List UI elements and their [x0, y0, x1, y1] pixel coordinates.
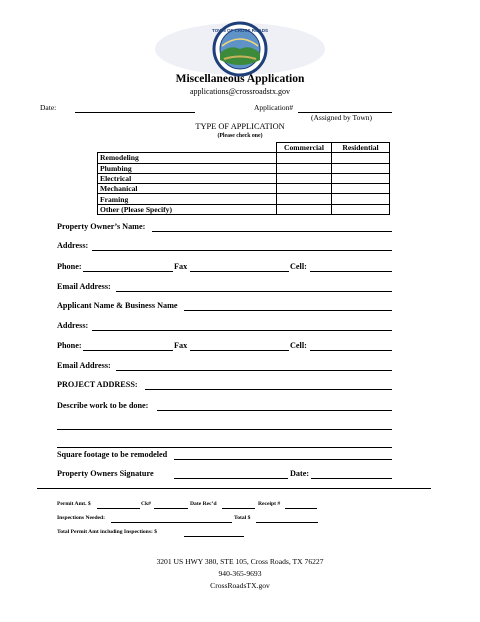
residential-checkbox[interactable] [332, 184, 390, 194]
form-title: Miscellaneous Application [175, 73, 305, 85]
type-row-label: Remodeling [98, 153, 277, 163]
type-subheading: (Please check one) [217, 133, 263, 139]
application-number-label: Application# [254, 103, 294, 112]
residential-checkbox[interactable] [332, 153, 390, 163]
email-label: Email Address: [57, 282, 111, 291]
inspections-needed-label: Inspections Needed: [57, 515, 106, 521]
describe-work-line-2[interactable] [57, 429, 392, 430]
fax-label: Fax [174, 262, 188, 271]
receipt-number-field[interactable] [285, 508, 317, 509]
cell-label: Cell: [290, 262, 307, 271]
applicant-email-field[interactable] [116, 370, 392, 371]
seal-text: TOWN OF CROSS ROADS [212, 28, 268, 33]
commercial-checkbox[interactable] [277, 204, 332, 214]
signature-date-label: Date: [290, 469, 310, 478]
footer-phone: 940-365-9693 [218, 569, 262, 578]
applicant-fax-field[interactable] [190, 350, 289, 351]
fax-label: Fax [174, 341, 188, 350]
date-received-label: Date Rec’d [190, 501, 217, 507]
column-residential: Residential [332, 143, 390, 153]
check-number-field[interactable] [154, 508, 188, 509]
date-label: Date: [40, 103, 57, 112]
town-seal-logo [150, 20, 330, 78]
owner-name-label: Property Owner’s Name: [57, 222, 146, 231]
residential-checkbox[interactable] [332, 204, 390, 214]
type-row-label: Electrical [98, 173, 277, 183]
email-label: Email Address: [57, 361, 111, 370]
date-received-field[interactable] [222, 508, 255, 509]
permit-amount-field[interactable] [97, 508, 140, 509]
applicant-cell-field[interactable] [310, 350, 392, 351]
application-type-table [97, 142, 390, 215]
total-label: Total $ [234, 515, 251, 521]
type-heading: TYPE OF APPLICATION [195, 122, 285, 131]
type-row-label: Mechanical [98, 184, 277, 194]
assigned-note: (Assigned by Town) [311, 113, 372, 122]
describe-work-line-3[interactable] [57, 447, 392, 448]
type-row-label: Plumbing [98, 163, 277, 173]
applicant-field[interactable] [184, 310, 392, 311]
signature-field[interactable] [174, 478, 288, 479]
total-field[interactable] [256, 522, 318, 523]
applicant-address-field[interactable] [92, 330, 392, 331]
residential-checkbox[interactable] [332, 163, 390, 173]
applicant-label: Applicant Name & Business Name [57, 301, 178, 310]
office-use-divider [37, 488, 431, 489]
owner-address-field[interactable] [92, 250, 392, 251]
signature-label: Property Owners Signature [57, 469, 154, 478]
column-commercial: Commercial [277, 143, 332, 153]
cell-label: Cell: [290, 341, 307, 350]
applicant-phone-field[interactable] [83, 350, 173, 351]
commercial-checkbox[interactable] [277, 194, 332, 204]
type-row-label: Other (Please Specify) [98, 204, 277, 214]
date-field[interactable] [75, 112, 195, 113]
permit-amount-label: Permit Amt. $ [57, 501, 91, 507]
describe-work-field[interactable] [157, 410, 392, 411]
project-address-field[interactable] [145, 389, 392, 390]
owner-email-field[interactable] [116, 291, 392, 292]
owner-phone-field[interactable] [83, 271, 173, 272]
signature-date-field[interactable] [311, 478, 392, 479]
total-permit-label: Total Permit Amt including Inspections: $ [57, 529, 158, 535]
describe-work-label: Describe work to be done: [57, 401, 149, 410]
commercial-checkbox[interactable] [277, 184, 332, 194]
owner-cell-field[interactable] [310, 271, 392, 272]
contact-email: applications@crossroadstx.gov [189, 87, 290, 96]
phone-label: Phone: [57, 262, 82, 271]
residential-checkbox[interactable] [332, 173, 390, 183]
commercial-checkbox[interactable] [277, 163, 332, 173]
total-permit-field[interactable] [184, 536, 244, 537]
phone-label: Phone: [57, 341, 82, 350]
receipt-number-label: Receipt # [258, 501, 281, 507]
owner-name-field[interactable] [152, 231, 392, 232]
project-address-label: PROJECT ADDRESS: [57, 380, 138, 389]
type-row-label: Framing [98, 194, 277, 204]
footer-website: CrossRoadsTX.gov [210, 581, 270, 590]
footer-address: 3201 US HWY 380, STE 105, Cross Roads, TX 76227 [156, 557, 324, 566]
square-footage-field[interactable] [174, 459, 392, 460]
address-label: Address: [57, 321, 89, 330]
address-label: Address: [57, 241, 89, 250]
inspections-needed-field[interactable] [111, 522, 232, 523]
commercial-checkbox[interactable] [277, 153, 332, 163]
square-footage-label: Square footage to be remodeled [57, 450, 168, 459]
owner-fax-field[interactable] [190, 271, 289, 272]
residential-checkbox[interactable] [332, 194, 390, 204]
check-number-label: Ck# [141, 501, 151, 507]
commercial-checkbox[interactable] [277, 173, 332, 183]
